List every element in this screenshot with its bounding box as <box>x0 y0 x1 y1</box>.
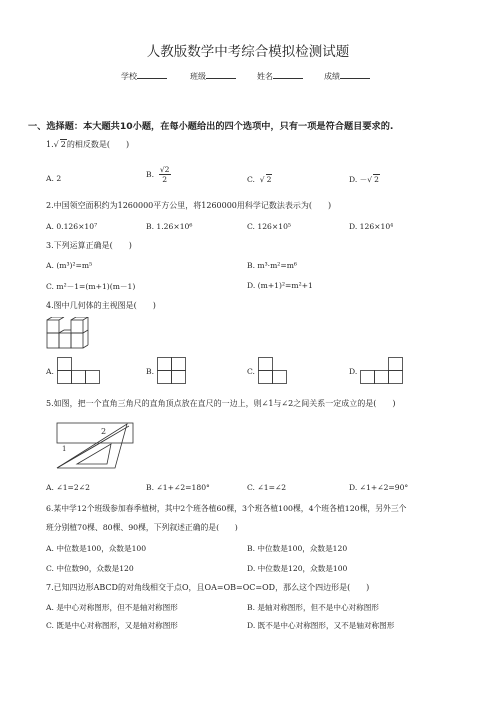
q7-option-b[interactable] <box>247 602 379 613</box>
option-letter: C. <box>46 621 54 630</box>
q4-option-d-figure <box>360 357 404 385</box>
option-text: m²－1=(m+1)(m－1) <box>56 282 136 291</box>
q3-option-d[interactable] <box>247 281 313 290</box>
q1-option-b[interactable] <box>146 165 171 184</box>
q2-option-a[interactable] <box>46 222 97 231</box>
option-letter: D. <box>349 483 358 492</box>
q2-option-c[interactable] <box>247 222 291 231</box>
name-field <box>257 70 303 82</box>
q4-option-d[interactable] <box>349 367 357 376</box>
score-blank <box>340 70 370 79</box>
sqrt-symbol: √ <box>367 175 373 184</box>
q7-option-c[interactable] <box>46 620 178 631</box>
option-text: m³·m²=m⁶ <box>257 261 297 270</box>
school-field <box>121 70 167 82</box>
option-text: ∠1=2∠2 <box>56 483 90 492</box>
school-blank <box>137 70 167 79</box>
school-label: 学校 <box>121 72 137 81</box>
q4-option-a[interactable] <box>46 367 54 376</box>
option-letter: D. <box>349 222 358 231</box>
q1-sqrt-symbol: √ <box>53 140 59 149</box>
option-text: 2 <box>56 174 62 183</box>
angle-2-label: 2 <box>101 427 107 436</box>
q2-option-b[interactable] <box>146 222 192 231</box>
q6-option-b[interactable] <box>247 543 347 554</box>
question-2-stem: 2.中国领空面积约为1260000平方公里，将1260000用科学记数法表示为( ) <box>46 201 332 210</box>
q4-option-a-figure <box>57 357 101 385</box>
score-field <box>324 70 370 82</box>
option-radicand: 2 <box>374 175 379 184</box>
q3-option-c[interactable] <box>46 281 135 292</box>
q6-option-c[interactable] <box>46 563 134 574</box>
option-text: 是中心对称图形，但不是轴对称图形 <box>56 603 178 612</box>
q5-option-b[interactable] <box>146 483 210 492</box>
score-label: 成绩 <box>324 72 340 81</box>
option-text: ∠1+∠2=90° <box>359 483 409 492</box>
option-text: 126×10⁵ <box>257 222 291 231</box>
q1-option-a[interactable] <box>46 174 61 183</box>
option-letter: A. <box>46 544 54 553</box>
question-3-stem: 3.下列运算正确是( ) <box>46 241 132 250</box>
q1-option-d[interactable] <box>349 174 380 185</box>
name-blank <box>273 70 303 79</box>
option-text: 是轴对称图形，但不是中心对称图形 <box>257 603 379 612</box>
option-letter: A. <box>46 222 54 231</box>
question-6-stem-line-1: 6.某中学12个班级参加春季植树，其中2个班各植60棵，3个班各植100棵，4个班各植120棵，另外三个 <box>46 504 407 513</box>
option-letter: A. <box>46 367 54 376</box>
option-text: (m³)²=m⁵ <box>56 261 93 270</box>
option-letter: D. <box>349 175 358 184</box>
option-letter: A. <box>46 261 54 270</box>
q3-option-a[interactable] <box>46 261 92 270</box>
option-text: 中位数90，众数是120 <box>56 564 134 573</box>
option-letter: D. <box>247 281 256 290</box>
option-text: 既是中心对称图形，又是轴对称图形 <box>56 621 178 630</box>
fraction-denominator: 2 <box>162 175 168 184</box>
q3-option-b[interactable] <box>247 261 297 270</box>
option-letter: B. <box>247 544 255 553</box>
fraction-numerator: √2 <box>159 165 170 174</box>
option-letter: D. <box>247 621 256 630</box>
option-text: ∠1+∠2=180° <box>156 483 210 492</box>
option-letter: C. <box>46 564 54 573</box>
q7-option-d[interactable] <box>247 620 394 631</box>
angle-1-label: 1 <box>62 445 67 453</box>
q1-fraction <box>159 165 171 184</box>
option-letter: D. <box>349 367 358 376</box>
option-letter: B. <box>146 170 154 179</box>
question-7-stem: 7.已知四边形ABCD的对角线相交于点O，且OA=OB=OC=OD，那么这个四边形是( ) <box>46 583 370 592</box>
option-text: 中位数是100，众数是120 <box>257 544 348 553</box>
q1-stem-text: 的相反数是( ) <box>66 140 130 149</box>
q4-solid-figure <box>46 317 104 351</box>
option-letter: A. <box>46 174 54 183</box>
q4-option-b[interactable] <box>146 367 154 376</box>
option-text: 中位数是100，众数是100 <box>56 544 147 553</box>
option-text: 中位数是120，众数是100 <box>257 564 348 573</box>
q4-option-b-figure <box>157 357 187 385</box>
question-5-stem: 5.如图，把一个直角三角尺的直角顶点放在直尺的一边上，则∠1与∠2之间关系一定成立的是( ) <box>46 399 396 408</box>
q4-option-c[interactable] <box>247 367 255 376</box>
option-letter: A. <box>46 603 54 612</box>
name-label: 姓名 <box>257 72 273 81</box>
option-letter: B. <box>146 222 154 231</box>
option-letter: C. <box>247 222 255 231</box>
class-blank <box>206 70 236 79</box>
q7-option-a[interactable] <box>46 602 178 613</box>
sqrt-symbol: √ <box>259 175 265 184</box>
q5-option-c[interactable] <box>247 483 286 492</box>
q5-option-a[interactable] <box>46 483 90 492</box>
option-text: 126×10⁴ <box>359 222 394 231</box>
option-letter: C. <box>46 282 54 291</box>
option-text: ∠1=∠2 <box>257 483 287 492</box>
q5-option-d[interactable] <box>349 483 408 492</box>
option-prefix: － <box>359 175 368 184</box>
option-letter: B. <box>247 603 255 612</box>
q1-radicand: 2 <box>60 140 66 149</box>
option-text: 0.126×10⁷ <box>56 222 98 231</box>
option-letter: B. <box>247 261 255 270</box>
q6-option-a[interactable] <box>46 543 146 554</box>
class-field <box>190 70 236 82</box>
question-4-stem: 4.图中几何体的主视图是( ) <box>46 301 156 310</box>
section-heading: 一、选择题：本大题共10小题，在每小题给出的四个选项中，只有一项是符合题目要求的. <box>28 121 394 132</box>
q5-ruler-triangle-figure <box>55 422 135 472</box>
option-letter: C. <box>247 483 255 492</box>
option-letter: D. <box>247 564 256 573</box>
q4-option-c-figure <box>258 357 288 385</box>
class-label: 班级 <box>190 72 206 81</box>
page-title: 人教版数学中考综合模拟检测试题 <box>146 44 350 60</box>
option-letter: C. <box>247 175 255 184</box>
option-letter: C. <box>247 367 255 376</box>
q6-option-d[interactable] <box>247 563 347 574</box>
question-6-stem-line-2: 班分别植70棵、80棵、90棵，下列叙述正确的是( ) <box>46 523 238 532</box>
option-text: 1.26×10⁶ <box>156 222 193 231</box>
option-text: (m+1)²=m²+1 <box>257 281 313 290</box>
option-letter: B. <box>146 367 154 376</box>
option-letter: B. <box>146 483 154 492</box>
q1-number: 1. <box>46 140 54 149</box>
option-text: 既不是中心对称图形，又不是轴对称图形 <box>257 621 395 630</box>
option-letter: A. <box>46 483 54 492</box>
question-1-stem <box>46 139 129 150</box>
option-radicand: 2 <box>266 175 272 184</box>
q2-option-d[interactable] <box>349 222 393 231</box>
q1-option-c[interactable] <box>247 174 272 184</box>
